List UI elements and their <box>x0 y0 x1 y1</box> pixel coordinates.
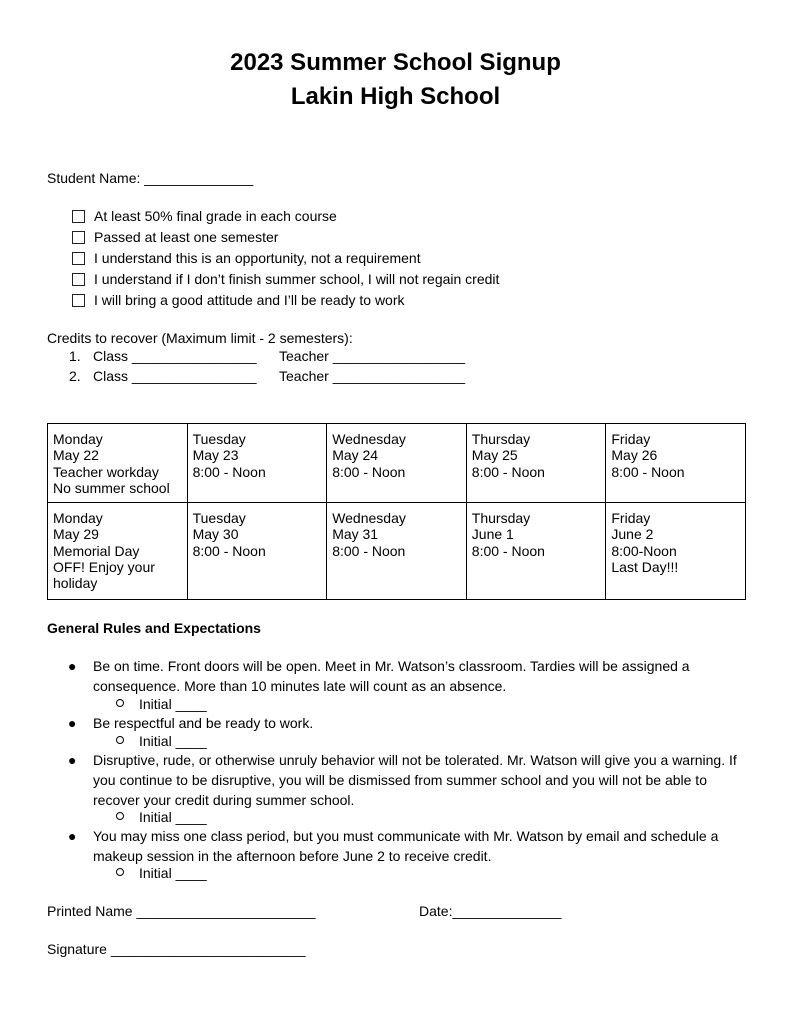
credits-label: Credits to recover (Maximum limit - 2 semesters): <box>47 330 353 346</box>
checkbox[interactable] <box>72 231 85 244</box>
credit-teacher-field[interactable]: Teacher _________________ <box>279 368 466 384</box>
signature-field[interactable]: Signature _________________________ <box>47 941 306 957</box>
bullet-icon: ● <box>68 752 77 768</box>
initial-field[interactable]: Initial ____ <box>116 864 207 882</box>
bullet-icon: ● <box>68 828 77 844</box>
checklist-item[interactable]: I understand if I don’t finish summer school, I will not regain credit <box>72 270 499 288</box>
credit-class-field[interactable]: Class ________________ <box>93 348 257 364</box>
circle-bullet-icon <box>116 736 124 744</box>
date-field[interactable]: Date:______________ <box>419 903 562 919</box>
credit-number: 1. <box>69 348 81 364</box>
day-cell: Tuesday May 23 8:00 - Noon <box>187 424 327 503</box>
rule-text: Be on time. Front doors will be open. Meet in Mr. Watson’s classroom. Tardies will be assigned a consequence. More than 10 minutes late will count as an absence. <box>93 658 690 694</box>
checkbox[interactable] <box>72 294 85 307</box>
rules-heading: General Rules and Expectations <box>47 620 261 636</box>
rule-text: You may miss one class period, but you must communicate with Mr. Watson by email and schedule a makeup session in the afternoon before June 2 to receive credit. <box>93 828 719 864</box>
bullet-icon: ● <box>68 658 77 674</box>
day-cell: Friday June 2 8:00-Noon Last Day!!! <box>606 503 746 600</box>
checkbox[interactable] <box>72 273 85 286</box>
day-cell: Monday May 29 Memorial Day OFF! Enjoy your holiday <box>48 503 188 600</box>
circle-bullet-icon <box>116 812 124 820</box>
week-row <box>48 503 746 600</box>
checklist-item[interactable]: I understand this is an opportunity, not a requirement <box>72 249 421 267</box>
initial-field[interactable]: Initial ____ <box>116 695 207 713</box>
initial-field[interactable]: Initial ____ <box>116 732 207 750</box>
day-cell: Wednesday May 24 8:00 - Noon <box>327 424 467 503</box>
day-cell: Thursday June 1 8:00 - Noon <box>466 503 606 600</box>
bullet-icon: ● <box>68 715 77 731</box>
checklist-item[interactable]: I will bring a good attitude and I’ll be ready to work <box>72 291 405 309</box>
schedule-table <box>47 423 746 600</box>
rule-text: Disruptive, rude, or otherwise unruly behavior will not be tolerated. Mr. Watson will give you a warning. If you continue to be disruptive, you will be dismissed from summer school and you will not be able to recover your credit during summer school. <box>93 752 737 808</box>
day-cell: Thursday May 25 8:00 - Noon <box>466 424 606 503</box>
checkbox[interactable] <box>72 252 85 265</box>
page-title: 2023 Summer School Signup <box>230 49 561 76</box>
checkbox[interactable] <box>72 210 85 223</box>
initial-field[interactable]: Initial ____ <box>116 808 207 826</box>
circle-bullet-icon <box>116 699 124 707</box>
credit-class-field[interactable]: Class ________________ <box>93 368 257 384</box>
checklist-item[interactable]: Passed at least one semester <box>72 228 278 246</box>
school-name: Lakin High School <box>290 83 501 110</box>
printed-name-field[interactable]: Printed Name _______________________ <box>47 903 316 919</box>
student-name-field[interactable]: Student Name: ______________ <box>47 170 254 186</box>
day-cell: Monday May 22 Teacher workday No summer school <box>48 424 188 503</box>
credit-teacher-field[interactable]: Teacher _________________ <box>279 348 466 364</box>
rule-text: Be respectful and be ready to work. <box>93 715 314 731</box>
week-row <box>48 424 746 503</box>
day-cell: Wednesday May 31 8:00 - Noon <box>327 503 467 600</box>
credit-number: 2. <box>69 368 81 384</box>
day-cell: Tuesday May 30 8:00 - Noon <box>187 503 327 600</box>
circle-bullet-icon <box>116 868 124 876</box>
checklist-item[interactable]: At least 50% final grade in each course <box>72 207 337 225</box>
day-cell: Friday May 26 8:00 - Noon <box>606 424 746 503</box>
